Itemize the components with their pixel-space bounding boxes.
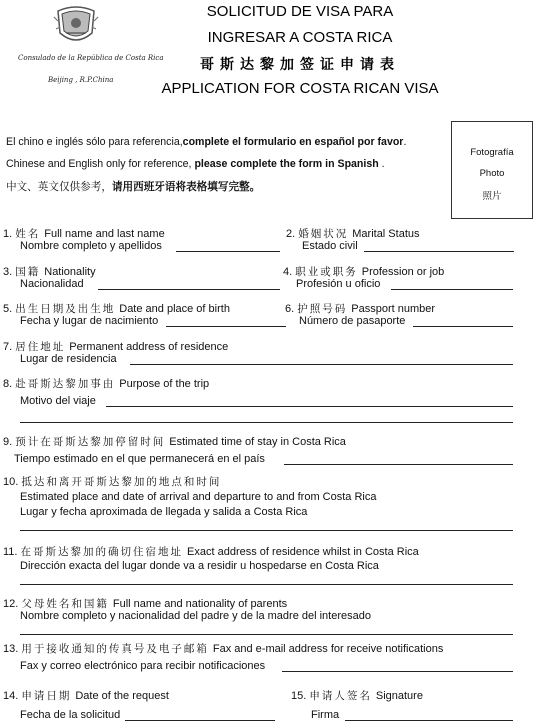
field-7-label-es: Lugar de residencia (20, 353, 117, 365)
field-14-input[interactable] (125, 720, 275, 721)
field-5-label: 5. 出生日期及出生地 Date and place of birth (3, 303, 230, 315)
intro-spanish: El chino e inglés sólo para referencia,complete el formulario en español por favor. (6, 136, 407, 148)
photo-label-es: Fotografía (470, 147, 514, 158)
field-15-input[interactable] (345, 720, 513, 721)
field-4-input[interactable] (391, 289, 513, 290)
field-11-label-es: Dirección exacta del lugar donde va a residir u hospedarse en Costa Rica (20, 560, 379, 572)
field-13-label: 13. 用于接收通知的传真号及电子邮箱 Fax and e-mail address for receive notifications (3, 643, 444, 655)
title-line-1: SOLICITUD DE VISA PARA (206, 3, 394, 20)
field-10-label: 10. 抵达和离开哥斯达黎加的地点和时间 (3, 476, 222, 488)
field-5-label-es: Fecha y lugar de nacimiento (20, 315, 159, 327)
field-10-input[interactable] (20, 530, 513, 531)
field-10-label-en: Estimated place and date of arrival and departure to and from Costa Rica (20, 491, 377, 503)
field-14-label-es: Fecha de la solicitud (20, 709, 121, 721)
field-3-label: 3. 国籍 Nationality (3, 266, 96, 278)
intro-english: Chinese and English only for reference, please complete the form in Spanish . (6, 158, 385, 170)
title-chinese: 哥斯达黎加签证申请表 (200, 57, 400, 73)
title-line-2: INGRESAR A COSTA RICA (207, 29, 393, 46)
field-3-input[interactable] (98, 289, 280, 290)
consulate-seal (48, 3, 104, 49)
field-4-label: 4. 职业或职务 Profession or job (283, 266, 445, 278)
field-1-input[interactable] (176, 251, 280, 252)
field-12-label: 12. 父母姓名和国籍 Full name and nationality of parents (3, 598, 288, 610)
field-12-input[interactable] (20, 634, 513, 635)
field-14-label: 14. 申请日期 Date of the request (3, 690, 169, 702)
field-7-label: 7. 居住地址 Permanent address of residence (3, 341, 229, 353)
field-9-label-es: Tiempo estimado en el que permanecerá en el país (14, 453, 265, 465)
field-9-input[interactable] (284, 464, 513, 465)
field-8-label-es: Motivo del viaje (20, 395, 96, 407)
field-6-label-es: Número de pasaporte (299, 315, 406, 327)
photo-box (451, 121, 533, 219)
field-5-input[interactable] (166, 326, 286, 327)
field-11-input[interactable] (20, 584, 513, 585)
field-7-input[interactable] (130, 364, 513, 365)
consulate-city: Beijing , R.P.China (48, 76, 114, 84)
field-1-label-es: Nombre completo y apellidos (20, 240, 162, 252)
intro-chinese: 中文、英文仅供参考，请用西班牙语将表格填写完整。 (6, 181, 261, 193)
field-4-label-es: Profesión u oficio (296, 278, 381, 290)
field-15-label-es: Firma (311, 709, 340, 721)
field-12-label-es: Nombre completo y nacionalidad del padre y de la madre del interesado (20, 610, 371, 622)
consulate-name: Consulado de la República de Costa Rica (18, 54, 164, 62)
field-2-label-es: Estado civil (302, 240, 358, 252)
field-13-label-es: Fax y correo electrónico para recibir notificaciones (20, 660, 266, 672)
photo-label-en: Photo (479, 168, 505, 179)
field-3-label-es: Nacionalidad (20, 278, 84, 290)
field-11-label: 11. 在哥斯达黎加的确切住宿地址 Exact address of residence whilst in Costa Rica (3, 546, 419, 558)
field-2-label: 2. 婚姻状况 Marital Status (286, 228, 420, 240)
field-10-label-es: Lugar y fecha aproximada de llegada y salida a Costa Rica (20, 506, 308, 518)
field-15-label: 15. 申请人签名 Signature (291, 690, 423, 702)
field-8-label: 8. 赴哥斯达黎加事由 Purpose of the trip (3, 378, 210, 390)
field-6-input[interactable] (413, 326, 513, 327)
field-1-label: 1. 姓名 Full name and last name (3, 228, 165, 240)
field-2-input[interactable] (364, 251, 514, 252)
field-9-label: 9. 预计在哥斯达黎加停留时间 Estimated time of stay in Costa Rica (3, 436, 346, 448)
field-6-label: 6. 护照号码 Passport number (285, 303, 436, 315)
field-8-input-2[interactable] (20, 422, 513, 423)
field-13-input[interactable] (282, 671, 513, 672)
field-8-input[interactable] (106, 406, 513, 407)
photo-label-cn: 照片 (482, 191, 502, 202)
title-english: APPLICATION FOR COSTA RICAN VISA (161, 80, 439, 97)
